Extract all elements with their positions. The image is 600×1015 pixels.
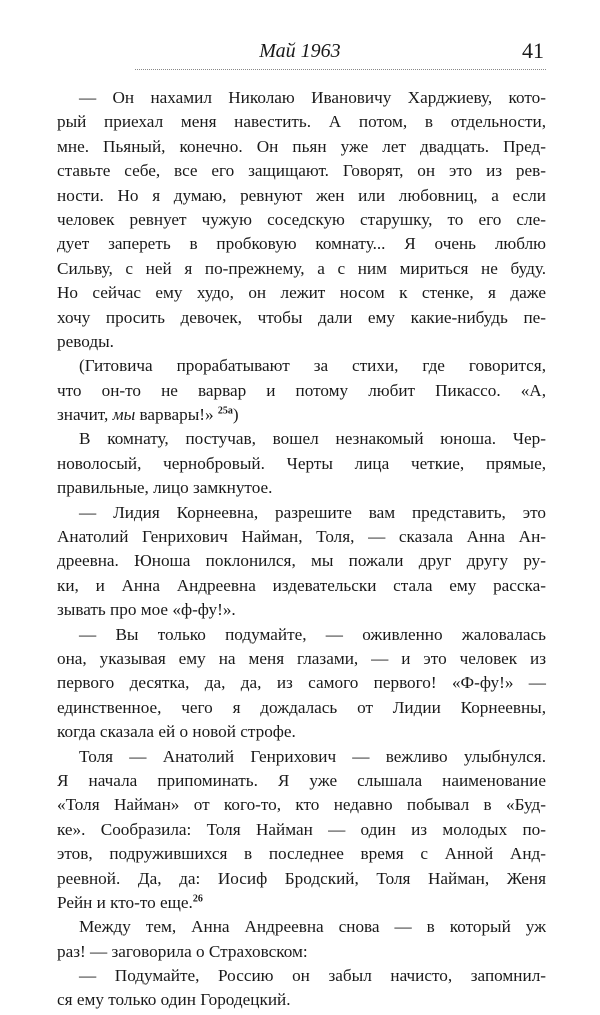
text-line: — Подумайте, Россию он забыл начисто, запомнил-	[79, 966, 546, 986]
running-header-title: Май 1963	[259, 40, 341, 62]
italic-text: мы	[112, 405, 136, 425]
footnote-ref[interactable]: 26	[192, 893, 203, 905]
text-line: ся ему только один Городецкий.	[57, 990, 291, 1010]
text-line: «Толя Найман» от кого-то, кто недавно побывал в «Буд-	[57, 795, 546, 815]
text-line: В комнату, постучав, вошел незнакомый юноша. Чер-	[79, 429, 546, 449]
text: значит,	[57, 405, 113, 425]
text-line: что он-то не варвар и потому любит Пикассо. «А,	[57, 380, 546, 400]
header-rule	[135, 69, 546, 70]
text-line: первого десятка, да, да, из самого первого! «Ф-фу!» —	[57, 673, 546, 693]
text-line: — Вы только подумайте, — оживленно жаловалась	[79, 624, 546, 644]
text-line: когда сказала ей о новой строфе.	[57, 722, 296, 742]
text-line: зывать про мое «ф-фу!».	[57, 600, 236, 620]
page-number: 41	[522, 38, 544, 63]
text-line: Толя — Анатолий Генрихович — вежливо улыбнулся.	[79, 746, 546, 766]
text-line: — Лидия Корнеевна, разрешите вам представить, это	[79, 502, 546, 522]
text-line: единственное, чего я дождалась от Лидии Корнеевны,	[57, 697, 546, 717]
text-line: Анатолий Генрихович Найман, Толя, — сказала Анна Ан-	[57, 527, 546, 547]
footnote-ref[interactable]: 25а	[217, 405, 233, 417]
body-text	[57, 86, 546, 1013]
text-line: раз! — заговорила о Страховском:	[57, 941, 308, 961]
text-line: реводы.	[57, 331, 114, 351]
text-line: (Гитовича прорабатывают за стихи, где говорится,	[79, 356, 546, 376]
text-line: Между тем, Анна Андреевна снова — в который уж	[79, 917, 546, 937]
text-line: этов, подружившихся в последнее время с Анной Анд-	[57, 844, 546, 864]
text-line: человек ревнует чужую соседскую старушку, то его сле-	[57, 209, 546, 229]
text-line	[57, 403, 546, 427]
text-line: новолосый, чернобровый. Черты лица четкие, прямые,	[57, 453, 546, 473]
text-line: дреевна. Юноша поклонился, мы пожали друг другу ру-	[57, 551, 546, 571]
text-line: она, указывая ему на меня глазами, — и это человек из	[57, 648, 546, 668]
text: варвары!»	[135, 405, 214, 425]
text-line: ки, и Анна Андреевна издевательски стала ему расска-	[57, 575, 546, 595]
text: )	[232, 405, 239, 425]
text-line: реевной. Да, да: Иосиф Бродский, Толя Найман, Женя	[57, 868, 546, 888]
text-line: Сильву, с ней я по-прежнему, а с ним мириться не буду.	[57, 258, 546, 278]
text-line: хочу просить девочек, чтобы дали ему какие-нибудь пе-	[57, 307, 546, 327]
text-line: ставьте себе, все его защищают. Говорят, он это из рев-	[57, 161, 546, 181]
text-line: Но сейчас ему худо, он лежит носом к стенке, я даже	[57, 283, 546, 303]
text-line: ности. Но я думаю, ревнуют жен или любовниц, а если	[57, 185, 546, 205]
text-line: мне. Пьяный, конечно. Он пьян уже лет двадцать. Пред-	[57, 136, 546, 156]
text-line: — Он нахамил Николаю Ивановичу Харджиеву, кото-	[79, 88, 546, 107]
text-line	[57, 891, 546, 915]
text: Рейн и кто-то еще.	[57, 892, 193, 912]
text-line: дует запереть в пробковую комнату... Я очень люблю	[57, 234, 546, 254]
text-line: рый приехал меня навестить. А потом, в отдельности,	[57, 112, 546, 132]
text-line: ке». Сообразила: Толя Найман — один из молодых по-	[57, 819, 546, 839]
text-line: правильные, лицо замкнутое.	[57, 478, 273, 498]
text-line: Я начала припоминать. Я уже слышала наименование	[57, 770, 546, 790]
